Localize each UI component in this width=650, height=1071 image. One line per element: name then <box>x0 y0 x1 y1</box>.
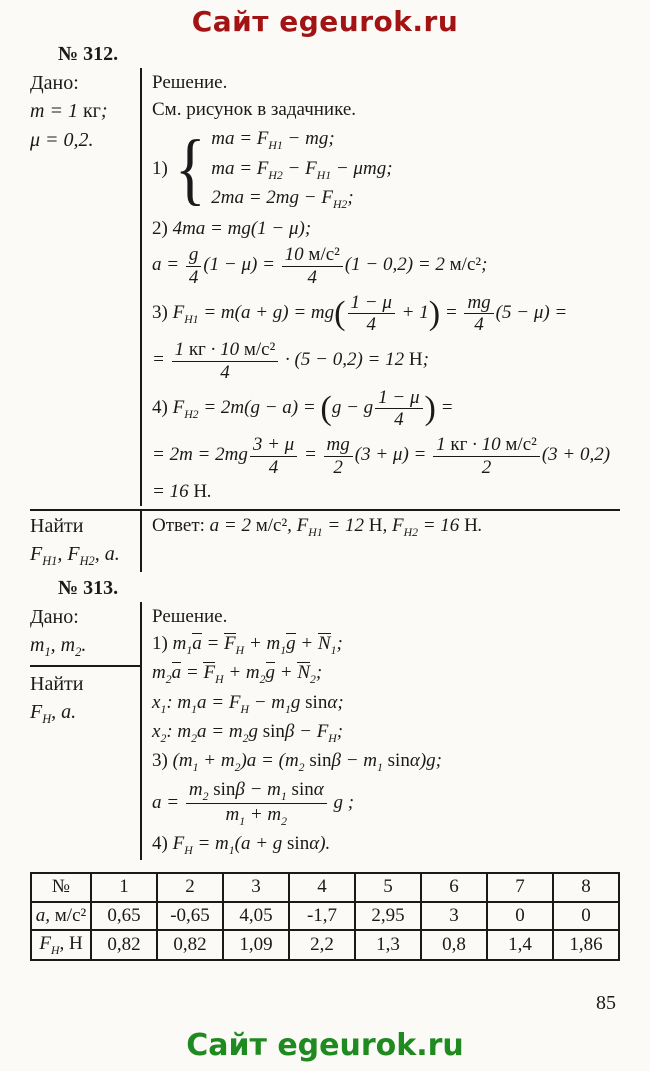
equation: = $\frac{\text{1 кг · 10 м/с²}}{4}$ · (5 − 0,2) = 12 Н; <box>152 339 429 383</box>
equation: ma = $F_{Н2} - F_{Н1} - \mu mg$; <box>211 157 393 182</box>
given-value: m = 1 кг; <box>30 100 108 123</box>
table-cell: 0,82 <box>157 930 223 960</box>
table-header-cell: 3 <box>223 873 289 902</box>
page-number: 85 <box>596 992 616 1014</box>
table-cell: 1,86 <box>553 930 619 960</box>
table-header-cell: 5 <box>355 873 421 902</box>
solution-label: Решение. <box>152 605 228 627</box>
given-label: Дано: <box>30 605 79 628</box>
answer-line: Ответ: a = 2 м/с², $F_{Н1} = 12$ Н, $F_{Н2} = 16$ Н. <box>152 515 483 539</box>
table-header-row <box>31 873 619 902</box>
problem-312-given-column <box>30 68 140 506</box>
site-watermark-footer: Сайт egeurok.ru <box>186 1028 464 1063</box>
find-label: Найти <box>30 672 84 695</box>
given-value: μ = 0,2. <box>30 128 94 151</box>
problem-313-number: № 313. <box>58 576 119 599</box>
table-cell: 0,8 <box>421 930 487 960</box>
table-cell: 1,09 <box>223 930 289 960</box>
problem-312-answer-column <box>140 511 620 572</box>
table-cell: 1,4 <box>487 930 553 960</box>
table-row <box>31 902 619 931</box>
given-label: Дано: <box>30 72 79 94</box>
problem-312-result-row <box>30 511 620 572</box>
equation: = 2m = 2mg $\frac{3 + \mu}{4}$ = $\frac{mg}{2}$ (3 + μ) = $\frac{\text{1 кг · 10 м/с²}}{2}$ (3 + 0,2) = 16 Н. <box>152 434 611 502</box>
problem-312-find-column <box>30 511 140 572</box>
system-step-label: 1) <box>152 158 168 180</box>
table-header-cell: 8 <box>553 873 619 902</box>
table-cell: 3 <box>421 902 487 931</box>
equation: $m_2a = F_Н + m_2g + N_2$; <box>152 662 323 686</box>
problem-313-given-column <box>30 602 140 860</box>
table-header-cell: 1 <box>91 873 157 902</box>
find-value: $F_{Н1}$, $F_{Н2}$, a. <box>30 543 120 569</box>
find-value: $F_Н$, a. <box>30 700 77 726</box>
table-cell: 0 <box>487 902 553 931</box>
equation: ma = $F_{Н1}$ − mg; <box>211 128 335 152</box>
equation: a = $\frac{g}{4}$ (1 − μ) = $\frac{\text{10 м/с²}}{4}$ (1 − 0,2) = 2 м/с²; <box>152 244 488 288</box>
results-table <box>30 872 620 961</box>
problem-313-solution-column <box>140 602 620 860</box>
table-cell: -1,7 <box>289 902 355 931</box>
equation: 4) $F_Н = m_1(a + g$ sinα). <box>152 832 331 857</box>
table-row <box>31 930 619 960</box>
solution-label: Решение. <box>152 72 228 93</box>
table-cell: 2,2 <box>289 930 355 960</box>
given-value: $m_1$, $m_2$. <box>30 632 140 666</box>
equation-system: 1) { ma = $F_{Н1}$ − mg; ma = $F_{Н2} - F_{Н1} - \mu mg$; $2ma = 2mg - F_{Н2}$; <box>152 124 620 214</box>
equation: 3) $F_{Н1} = m(a + g) = mg$( $\frac{1 - \mu}{4}$ + 1) = $\frac{mg}{4}$ (5 − μ) = <box>152 291 568 336</box>
equation: 1) $m_1a = F_Н + m_1g + N_1$; <box>152 632 343 657</box>
equation: $x_2$: $m_2a = m_2g$ $\sin\beta - F_Н$; <box>152 720 344 745</box>
site-watermark-header: Сайт egeurok.ru <box>191 5 459 38</box>
equation: a = $\frac{m_2 \sin\beta - m_1 \sin\alpha}{m_1 + m_2}$ g ; <box>152 778 355 828</box>
table-cell: -0,65 <box>157 902 223 931</box>
table-cell: 1,3 <box>355 930 421 960</box>
table-row-label: $F_Н$, Н <box>31 930 91 960</box>
table-cell: 2,95 <box>355 902 421 931</box>
problem-312-solution-column <box>140 68 620 506</box>
problem-312-number: № 312. <box>58 43 119 65</box>
equation: 3) $(m_1 + m_2)a = (m_2$ $\sin\beta - m_1$ sinα)g; <box>152 750 442 775</box>
table-header-cell: 6 <box>421 873 487 902</box>
table-cell: 0,65 <box>91 902 157 931</box>
problem-313-body <box>30 602 620 860</box>
table-cell: 0,82 <box>91 930 157 960</box>
table-header-cell: 4 <box>289 873 355 902</box>
equation: 4) $F_{Н2} = 2m(g - a) = (g - g$ $\frac{1 - \mu}{4}$ ) = <box>152 386 454 431</box>
solution-note: См. рисунок в задачнике. <box>152 99 357 121</box>
equation: 2) 4ma = mg(1 − μ); <box>152 218 312 240</box>
find-label: Найти <box>30 515 84 537</box>
equation: $x_1$: $m_1a = F_Н - m_1g$ sinα; <box>152 691 344 716</box>
table-cell: 0 <box>553 902 619 931</box>
equation: $2ma = 2mg - F_{Н2}$; <box>211 186 354 211</box>
table-row-label: a, м/с² <box>31 902 91 931</box>
results-table-body <box>31 873 619 960</box>
table-header-cell: 2 <box>157 873 223 902</box>
table-header-cell: № <box>31 873 91 902</box>
table-header-cell: 7 <box>487 873 553 902</box>
table-cell: 4,05 <box>223 902 289 931</box>
problem-312-body <box>30 68 620 506</box>
system-equations <box>211 124 620 214</box>
